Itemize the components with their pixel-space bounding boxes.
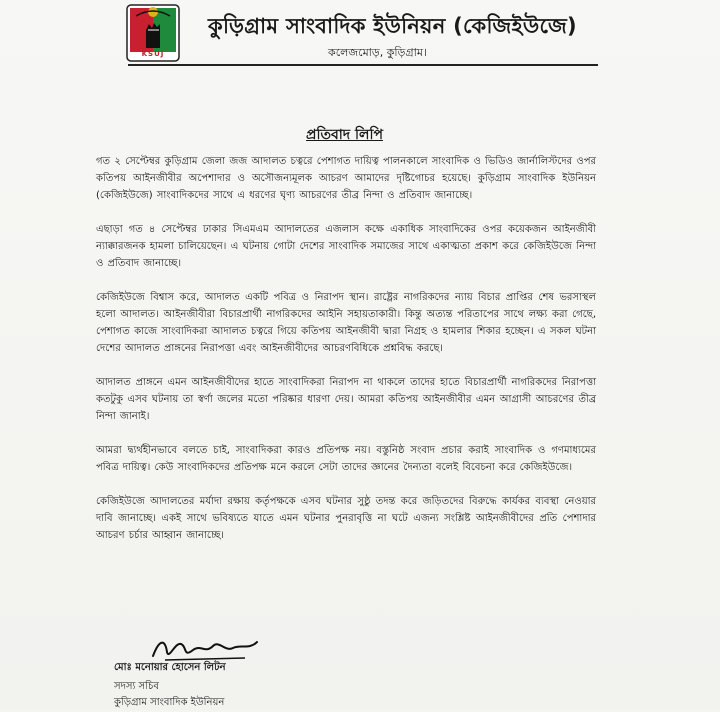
logo-text: KSUJ: [141, 50, 165, 58]
document-title: প্রতিবাদ লিপি: [306, 127, 383, 143]
paragraph-3: কেজিইউজে বিশ্বাস করে, আদালত একটি পবিত্র ও নিরাপদ স্থান। রাষ্ট্রের নাগরিকদের ন্যায় বিচার প্রাপ্তির শেষ ভরসাস্থল হলো আদালত। আইনজীবীরা বিচারপ্রার্থী নাগরিকদের আইনি সহায়তাকারী। কিন্তু অত্যন্ত পরিতাপের সাথে লক্ষ্য করা গেছে, পেশাগত কাজে সাংবাদিকরা আদালত চত্বরে গিয়ে কতিপয় আইনজীবী দ্বারা নিগ্রহ ও হামলার শিকার হচ্ছেন। এ সকল ঘটনা দেশের আদালত প্রাঙ্গনের নিরাপত্তা এবং আইনজীবীদের আচরণবিধিকে প্রশ্নবিদ্ধ করছে।: [96, 292, 596, 354]
signer-title: সদস্য সচিব: [114, 681, 159, 692]
signer-name: মোঃ মনোয়ার হোসেন লিটন: [114, 662, 226, 673]
paragraph-1: গত ২ সেপ্টেম্বর কুড়িগ্রাম জেলা জজ আদালত চত্বরে পেশাগত দায়িত্ব পালনকালে সাংবাদিক ও ভিডিও জার্নালিস্টদের ওপর কতিপয় আইনজীবীর অপেশাদার ও অসৌজন্যমূলক আচরণ আমাদের দৃষ্টিগোচর হয়েছে। কুড়িগ্রাম সাংবাদিক ইউনিয়ন (কেজিইউজে) সাংবাদিকদের সাথে এ ধরণের ঘৃণ্য আচরণের তীব্র নিন্দা ও প্রতিবাদ জানাচ্ছে।: [96, 156, 596, 201]
statement-body: [96, 153, 596, 561]
paragraph-6: কেজিইউজে আদালতের মর্যাদা রক্ষায় কর্তৃপক্ষকে এসব ঘটনার সুষ্ঠু তদন্ত করে জড়িতদের বিরুদ্ধে কার্যকর ব্যবস্থা নেওয়ার দাবি জানাচ্ছে। একই সাথে ভবিষ্যতে যাতে এমন ঘটনার পুনরাবৃত্তি না ঘটে এজন্য সংশ্লিষ্ট আইনজীবীদের প্রতি পেশাদার আচরণ চর্চার আহ্বান জানাচ্ছে।: [96, 496, 596, 541]
signer-organization: কুড়িগ্রাম সাংবাদিক ইউনিয়ন: [114, 697, 225, 708]
paragraph-2: এছাড়া গত ৪ সেপ্টেম্বর ঢাকার সিএমএম আদালতের এজলাস কক্ষে একাধিক সাংবাদিকের ওপর কয়েকজন আইনজীবী ন্যাক্কারজনক হামলা চালিয়েছেন। এ ঘটনায় গোটা দেশের সাংবাদিক সমাজের সাথে একাত্মতা প্রকাশ করে কেজিইউজে নিন্দা ও প্রতিবাদ জানাচ্ছে।: [96, 224, 596, 269]
paragraph-4: আদালত প্রাঙ্গনে এমন আইনজীবীদের হাতে সাংবাদিকরা নিরাপদ না থাকলে তাদের হাতে বিচারপ্রার্থী নাগরিকদের নিরাপত্তা কতটুকু এসব ঘটনায় তা স্বর্ণা জলের মতো পরিষ্কার ধারণা দেয়। আমরা কতিপয় আইনজীবীর এমন আগ্রাসী আচরণের তীব্র নিন্দা জানাই।: [96, 377, 596, 422]
organization-name: কুড়িগ্রাম সাংবাদিক ইউনিয়ন (কেজিইউজে): [208, 14, 577, 38]
paragraph-5: আমরা দ্ব্যর্থহীনভাবে বলতে চাই, সাংবাদিকরা কারও প্রতিপক্ষ নয়। বস্তুনিষ্ঠ সংবাদ প্রচার করাই সাংবাদিক ও গণমাধ্যমের পবিত্র দায়িত্ব। কেউ সাংবাদিকদের প্রতিপক্ষ মনে করলে সেটা তাদের জ্ঞানের দৈন্যতা বলেই বিবেচনা করে কেজিইউজে।: [96, 445, 596, 473]
header-divider: [128, 64, 598, 66]
organization-address: কলেজমোড়, কুড়িগ্রাম।: [328, 46, 427, 59]
